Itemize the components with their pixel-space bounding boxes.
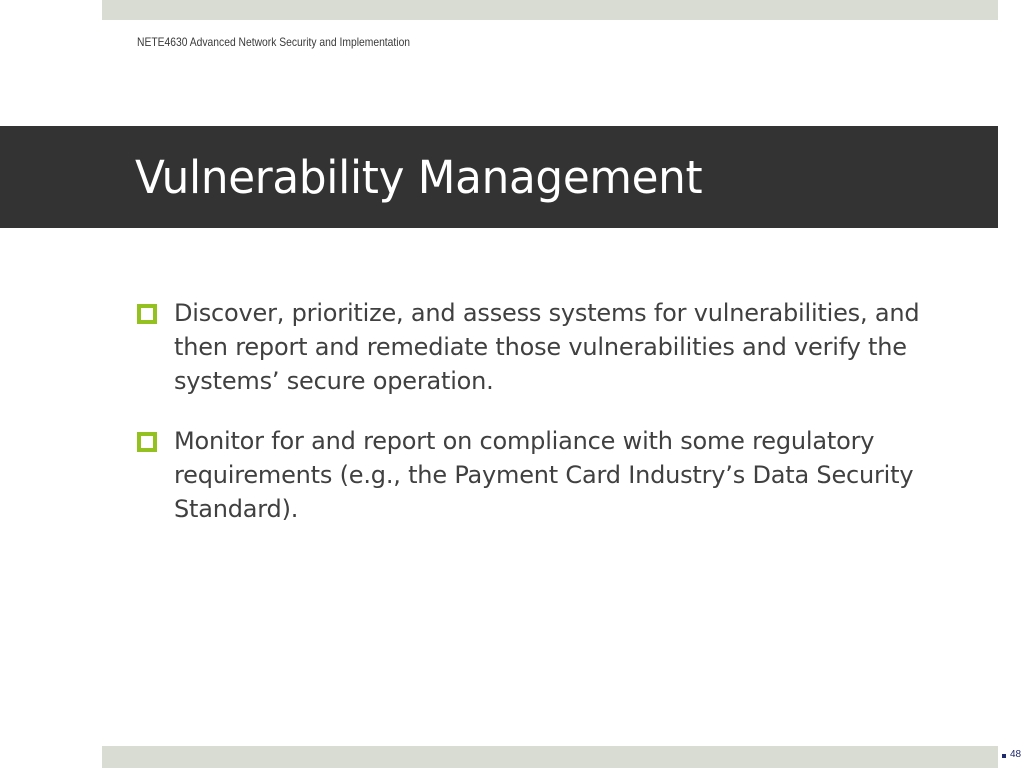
bullet-text: Monitor for and report on compliance with some regulatory requirements (e.g., the Payment Card Industry’s Data Security Standard). <box>174 427 914 523</box>
square-bullet-icon <box>137 304 157 324</box>
title-bar <box>0 126 998 228</box>
bullet-item <box>137 424 957 526</box>
slide-title: Vulnerability Management <box>135 151 703 204</box>
top-band <box>102 0 998 20</box>
bullet-item <box>137 296 957 398</box>
footer-square-icon <box>1002 754 1006 758</box>
square-bullet-icon <box>137 432 157 452</box>
course-header: NETE4630 Advanced Network Security and Implementation <box>137 35 411 49</box>
bullet-text: Discover, prioritize, and assess systems for vulnerabilities, and then report and remediate those vulnerabilities and verify the systems’ secure operation. <box>174 299 920 395</box>
page-number: 48 <box>1010 749 1022 760</box>
bottom-band <box>102 746 998 768</box>
bullet-list <box>137 296 957 552</box>
